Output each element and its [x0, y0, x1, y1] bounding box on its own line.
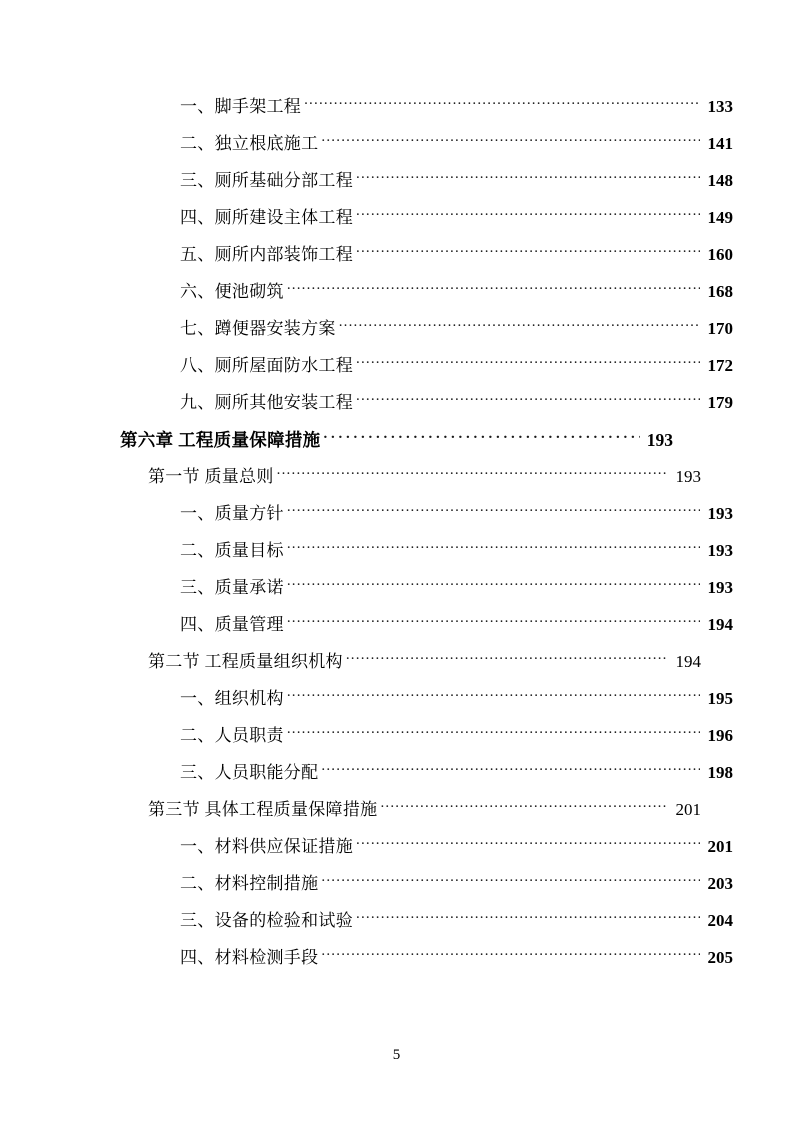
- toc-leader-dots: [321, 949, 700, 963]
- toc-entry-label: 三、设备的检验和试验: [180, 911, 353, 930]
- toc-entry-page-number: 148: [707, 171, 733, 190]
- toc-entry[interactable]: [120, 873, 733, 895]
- toc-entry-page-number: 179: [707, 393, 733, 412]
- toc-entry[interactable]: [120, 244, 733, 266]
- toc-entry[interactable]: [120, 799, 701, 821]
- toc-entry-page-number: 194: [707, 615, 733, 634]
- toc-leader-dots: [287, 690, 700, 704]
- toc-leader-dots: [287, 542, 700, 556]
- toc-leader-dots: [356, 394, 700, 408]
- toc-leader-dots: [339, 320, 700, 334]
- toc-leader-dots: [356, 246, 700, 260]
- toc-entry-label: 二、质量目标: [180, 541, 284, 560]
- toc-entry[interactable]: [120, 133, 733, 155]
- table-of-contents: [120, 96, 733, 969]
- toc-entry-page-number: 205: [707, 948, 733, 967]
- toc-entry[interactable]: [120, 947, 733, 969]
- toc-entry-label: 一、材料供应保证措施: [180, 837, 353, 856]
- toc-leader-dots: [380, 801, 668, 815]
- toc-leader-dots: [321, 875, 700, 889]
- toc-leader-dots: [356, 838, 700, 852]
- toc-entry-label: 第二节 工程质量组织机构: [148, 652, 343, 671]
- toc-entry[interactable]: [120, 688, 733, 710]
- toc-entry-page-number: 133: [707, 97, 733, 116]
- toc-entry-label: 四、材料检测手段: [180, 948, 319, 967]
- toc-leader-dots: [287, 283, 700, 297]
- toc-entry-page-number: 201: [707, 837, 733, 856]
- toc-entry[interactable]: [120, 910, 733, 932]
- toc-entry-page-number: 201: [675, 800, 701, 819]
- toc-entry-label: 一、质量方针: [180, 504, 284, 523]
- toc-entry-page-number: 193: [707, 541, 733, 560]
- toc-entry[interactable]: [120, 207, 733, 229]
- toc-leader-dots: [277, 468, 668, 482]
- toc-entry-label: 第六章 工程质量保障措施: [120, 430, 321, 450]
- toc-entry-label: 九、厕所其他安装工程: [180, 393, 353, 412]
- toc-entry-page-number: 195: [707, 689, 733, 708]
- toc-entry-page-number: 172: [707, 356, 733, 375]
- toc-entry[interactable]: [120, 318, 733, 340]
- toc-leader-dots: [356, 912, 700, 926]
- toc-entry-page-number: 160: [707, 245, 733, 264]
- toc-entry-label: 一、脚手架工程: [180, 97, 302, 116]
- toc-leader-dots: [356, 357, 700, 371]
- toc-entry[interactable]: [120, 96, 733, 118]
- toc-leader-dots: [346, 653, 668, 667]
- toc-entry-label: 七、蹲便器安装方案: [180, 319, 336, 338]
- toc-leader-dots: [287, 579, 700, 593]
- toc-entry-page-number: 196: [707, 726, 733, 745]
- toc-entry-page-number: 149: [707, 208, 733, 227]
- toc-leader-dots: [321, 764, 700, 778]
- toc-entry[interactable]: [120, 170, 733, 192]
- toc-entry-label: 八、厕所屋面防水工程: [180, 356, 353, 375]
- toc-entry-page-number: 193: [707, 578, 733, 597]
- toc-entry[interactable]: [120, 281, 733, 303]
- toc-entry-page-number: 193: [646, 430, 673, 450]
- toc-entry-page-number: 194: [675, 652, 701, 671]
- toc-entry[interactable]: [120, 466, 701, 488]
- toc-entry[interactable]: [120, 392, 733, 414]
- toc-leader-dots: [323, 432, 640, 446]
- toc-entry-label: 四、厕所建设主体工程: [180, 208, 353, 227]
- toc-entry-label: 一、组织机构: [180, 689, 284, 708]
- toc-entry-label: 第三节 具体工程质量保障措施: [148, 800, 378, 819]
- toc-entry[interactable]: [120, 429, 673, 451]
- toc-entry-label: 二、独立根底施工: [180, 134, 319, 153]
- toc-entry-label: 六、便池砌筑: [180, 282, 284, 301]
- toc-entry-label: 五、厕所内部装饰工程: [180, 245, 353, 264]
- toc-entry-page-number: 141: [707, 134, 733, 153]
- toc-entry[interactable]: [120, 762, 733, 784]
- toc-entry-label: 二、材料控制措施: [180, 874, 319, 893]
- toc-entry-label: 三、人员职能分配: [180, 763, 319, 782]
- toc-entry-page-number: 168: [707, 282, 733, 301]
- toc-entry[interactable]: [120, 614, 733, 636]
- toc-entry-page-number: 170: [707, 319, 733, 338]
- toc-entry[interactable]: [120, 355, 733, 377]
- toc-entry[interactable]: [120, 651, 701, 673]
- toc-leader-dots: [356, 172, 700, 186]
- page-number-footer: 5: [392, 1047, 401, 1063]
- toc-entry-label: 二、人员职责: [180, 726, 284, 745]
- toc-entry-page-number: 193: [707, 504, 733, 523]
- toc-leader-dots: [304, 98, 700, 112]
- toc-leader-dots: [287, 727, 700, 741]
- toc-entry-label: 三、厕所基础分部工程: [180, 171, 353, 190]
- toc-entry-page-number: 198: [707, 763, 733, 782]
- toc-leader-dots: [287, 616, 700, 630]
- toc-entry[interactable]: [120, 725, 733, 747]
- toc-entry[interactable]: [120, 503, 733, 525]
- toc-leader-dots: [287, 505, 700, 519]
- toc-entry-page-number: 193: [675, 467, 701, 486]
- toc-entry-label: 三、质量承诺: [180, 578, 284, 597]
- toc-entry[interactable]: [120, 540, 733, 562]
- toc-leader-dots: [356, 209, 700, 223]
- toc-entry[interactable]: [120, 836, 733, 858]
- toc-entry-page-number: 203: [707, 874, 733, 893]
- toc-leader-dots: [321, 135, 700, 149]
- toc-entry-page-number: 204: [707, 911, 733, 930]
- toc-entry-label: 四、质量管理: [180, 615, 284, 634]
- toc-entry-label: 第一节 质量总则: [148, 467, 274, 486]
- toc-entry[interactable]: [120, 577, 733, 599]
